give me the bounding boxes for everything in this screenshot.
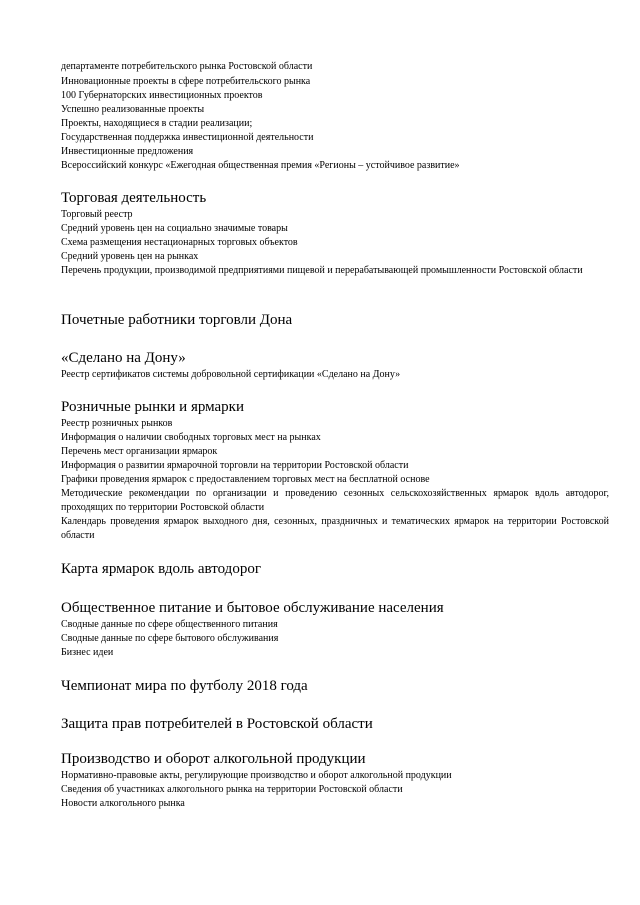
heading-honorary-workers[interactable]: Почетные работники торговли Дона <box>61 312 293 328</box>
link-state-support[interactable]: Государственная поддержка инвестиционной деятельности <box>61 132 314 143</box>
heading-catering[interactable]: Общественное питание и бытовое обслуживание населения <box>61 600 444 616</box>
heading-world-cup[interactable]: Чемпионат мира по футболу 2018 года <box>61 678 308 694</box>
link-catering-data[interactable]: Сводные данные по сфере общественного питания <box>61 619 278 630</box>
link-alcohol-regulations[interactable]: Нормативно-правовые акты, регулирующие производство и оборот алкогольной продукции <box>61 770 452 781</box>
link-fair-calendar[interactable]: Календарь проведения ярмарок выходного дня, сезонных, праздничных и тематических ярмарок на территории Ростовской области <box>61 516 609 541</box>
link-free-places[interactable]: Информация о наличии свободных торговых мест на рынках <box>61 432 321 443</box>
heading-made-on-don[interactable]: «Сделано на Дону» <box>61 350 186 366</box>
heading-alcohol[interactable]: Производство и оборот алкогольной продукции <box>61 751 366 767</box>
link-nonstationary-scheme[interactable]: Схема размещения нестационарных торговых объектов <box>61 237 298 248</box>
link-completed-projects[interactable]: Успешно реализованные проекты <box>61 104 205 115</box>
link-business-ideas[interactable]: Бизнес идеи <box>61 647 114 658</box>
link-food-products-list[interactable]: Перечень продукции, производимой предприятиями пищевой и перерабатывающей промышленности Ростовской области <box>61 265 583 276</box>
link-regions-award[interactable]: Всероссийский конкурс «Ежегодная общественная премия «Регионы – устойчивое развитие» <box>61 160 460 171</box>
link-alcohol-news[interactable]: Новости алкогольного рынка <box>61 798 185 809</box>
link-retail-markets-register[interactable]: Реестр розничных рынков <box>61 418 173 429</box>
heading-consumer-rights[interactable]: Защита прав потребителей в Ростовской области <box>61 716 373 732</box>
link-fair-development[interactable]: Информация о развитии ярмарочной торговли на территории Ростовской области <box>61 460 409 471</box>
link-fair-places[interactable]: Перечень мест организации ярмарок <box>61 446 218 457</box>
link-alcohol-participants[interactable]: Сведения об участниках алкогольного рынка на территории Ростовской области <box>61 784 403 795</box>
link-household-services-data[interactable]: Сводные данные по сфере бытового обслуживания <box>61 633 279 644</box>
link-avg-prices-social[interactable]: Средний уровень цен на социально значимые товары <box>61 223 288 234</box>
heading-fair-map[interactable]: Карта ярмарок вдоль автодорог <box>61 561 261 577</box>
link-innovation-projects[interactable]: Инновационные проекты в сфере потребительского рынка <box>61 76 311 87</box>
heading-markets-fairs[interactable]: Розничные рынки и ярмарки <box>61 399 244 415</box>
link-certificates-register[interactable]: Реестр сертификатов системы добровольной сертификации «Сделано на Дону» <box>61 369 401 380</box>
heading-trade[interactable]: Торговая деятельность <box>61 190 207 206</box>
link-department[interactable]: департаменте потребительского рынка Ростовской области <box>61 61 313 72</box>
link-projects-in-progress[interactable]: Проекты, находящиеся в стадии реализации; <box>61 118 253 129</box>
link-fair-schedules[interactable]: Графики проведения ярмарок с предоставлением торговых мест на бесплатной основе <box>61 474 430 485</box>
link-methodical-recommendations[interactable]: Методические рекомендации по организации и проведению сезонных сельскохозяйственных ярмарок вдоль автодорог, проходящих по территории Ростовской области <box>61 488 609 513</box>
link-avg-prices-markets[interactable]: Средний уровень цен на рынках <box>61 251 199 262</box>
link-governor-projects[interactable]: 100 Губернаторских инвестиционных проектов <box>61 90 263 101</box>
link-investment-offers[interactable]: Инвестиционные предложения <box>61 146 194 157</box>
link-trade-register[interactable]: Торговый реестр <box>61 209 133 220</box>
